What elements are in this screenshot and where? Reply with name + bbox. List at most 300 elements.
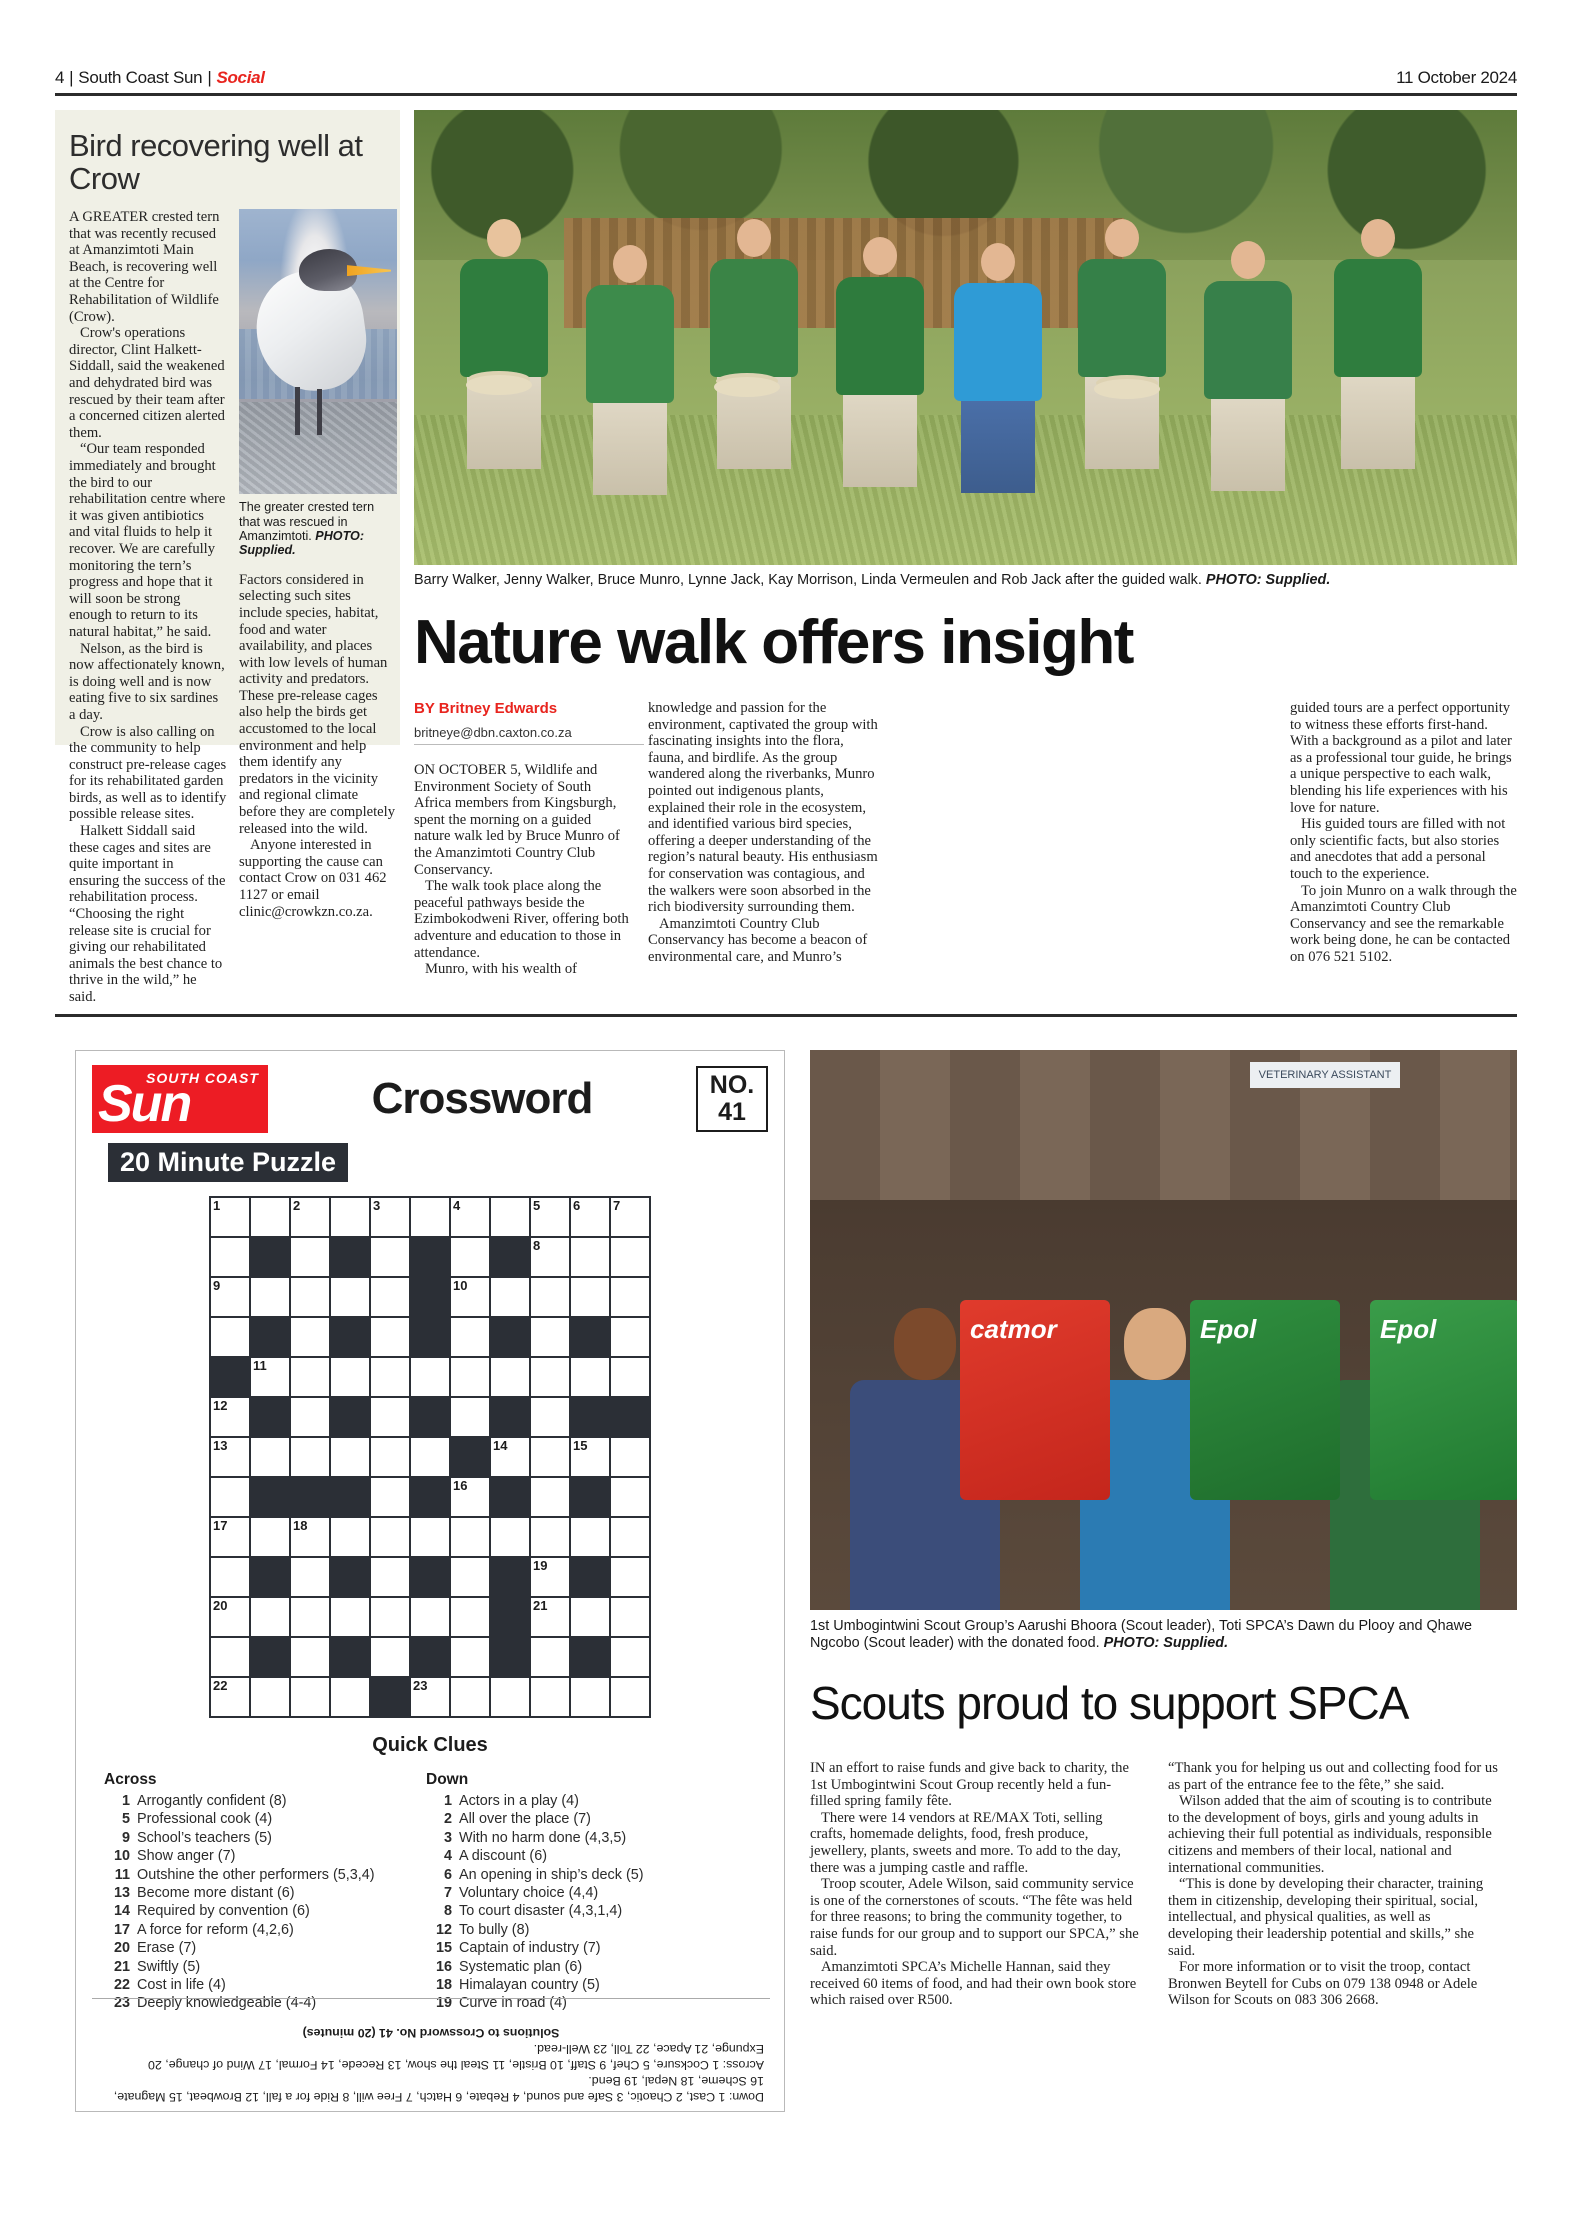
solutions-divider bbox=[92, 1998, 770, 1999]
crossword-cell[interactable] bbox=[291, 1638, 331, 1678]
down-clue[interactable] bbox=[426, 1829, 726, 1847]
crossword-block-cell bbox=[251, 1238, 291, 1278]
crossword-cell-number: 17 bbox=[213, 1518, 228, 1533]
clue-text: Show anger (7) bbox=[137, 1848, 236, 1865]
crossword-block-cell bbox=[211, 1358, 251, 1398]
crossword-grid-wrapper bbox=[76, 1196, 784, 1718]
article-scouts-column-1 bbox=[810, 1760, 1140, 2009]
crossword-cell[interactable] bbox=[531, 1398, 571, 1438]
crossword-number-value: 41 bbox=[718, 1098, 746, 1126]
crossword-cell[interactable] bbox=[451, 1558, 491, 1598]
scouts-photo-caption bbox=[810, 1618, 1517, 1653]
crossword-cell[interactable] bbox=[531, 1318, 571, 1358]
crossword-block-cell bbox=[411, 1238, 451, 1278]
clue-text: A discount (6) bbox=[459, 1848, 547, 1865]
crossword-cell[interactable] bbox=[571, 1278, 611, 1318]
crossword-cell[interactable] bbox=[611, 1438, 651, 1478]
paragraph: IN an effort to raise funds and give back to charity, the 1st Umbogintwini Scout Group recently held a fun-filled spring family fête. bbox=[810, 1760, 1129, 1810]
crossword-cell-number: 19 bbox=[533, 1558, 548, 1573]
crossword-cell[interactable] bbox=[531, 1198, 571, 1238]
bag-label: Epol bbox=[1380, 1314, 1437, 1344]
crossword-block-cell bbox=[331, 1318, 371, 1358]
crossword-cell[interactable] bbox=[251, 1518, 291, 1558]
clue-text: Captain of industry (7) bbox=[459, 1940, 601, 1957]
crossword-block-cell bbox=[251, 1398, 291, 1438]
photo-person bbox=[1200, 241, 1296, 491]
clue-text: Systematic plan (6) bbox=[459, 1958, 583, 1975]
article-nature-column-1 bbox=[414, 762, 630, 978]
crossword-number-label: NO. bbox=[709, 1071, 755, 1099]
article-scouts-headline: Scouts proud to support SPCA bbox=[810, 1677, 1409, 1729]
across-clue[interactable] bbox=[104, 1810, 404, 1828]
clue-number: 3 bbox=[443, 1829, 452, 1846]
crossword-cell[interactable] bbox=[211, 1438, 251, 1478]
crossword-cell[interactable] bbox=[291, 1518, 331, 1558]
crossword-cell-number: 7 bbox=[613, 1198, 621, 1213]
photo-pet-food-bag bbox=[1370, 1300, 1517, 1500]
south-coast-sun-logo bbox=[92, 1065, 268, 1133]
crossword-cell[interactable] bbox=[251, 1198, 291, 1238]
crossword-cell[interactable] bbox=[211, 1398, 251, 1438]
crossword-block-cell bbox=[331, 1558, 371, 1598]
crossword-cell[interactable] bbox=[611, 1198, 651, 1238]
crossword-cell[interactable] bbox=[211, 1318, 251, 1358]
article-nature-column-2 bbox=[648, 700, 878, 966]
across-clue[interactable] bbox=[104, 1884, 404, 1902]
across-clue[interactable] bbox=[104, 1792, 404, 1810]
crossword-cell[interactable] bbox=[251, 1598, 291, 1638]
clue-number: 20 bbox=[113, 1940, 130, 1957]
clue-number: 9 bbox=[121, 1829, 130, 1846]
crossword-cell-number: 11 bbox=[253, 1358, 267, 1373]
article-nature-email: britneye@dbn.caxton.co.za bbox=[414, 725, 644, 745]
clue-text: Voluntary choice (4,4) bbox=[459, 1885, 599, 1902]
crossword-cell[interactable] bbox=[451, 1678, 491, 1718]
crossword-cell[interactable] bbox=[531, 1598, 571, 1638]
section-divider bbox=[55, 1014, 1517, 1017]
crossword-cell[interactable] bbox=[251, 1438, 291, 1478]
clue-text: With no harm done (4,3,5) bbox=[459, 1829, 627, 1846]
crossword-cell[interactable] bbox=[531, 1358, 571, 1398]
paragraph: Troop scouter, Adele Wilson, said community service is one of the cornerstones of scouts. “The fête was held for three reasons; to bring the community together, to raise funds for our group and to support our SPCA,” she said. bbox=[810, 1876, 1139, 1959]
crossword-cell[interactable] bbox=[571, 1518, 611, 1558]
clue-number: 1 bbox=[121, 1793, 130, 1809]
crossword-cell[interactable] bbox=[211, 1598, 251, 1638]
crossword-cell[interactable] bbox=[211, 1278, 251, 1318]
paragraph: Wilson added that the aim of scouting is to contribute to the development of boys, girls and young adults in achieving their full potential as individuals, responsible citizens and members of their local, national and international communities. bbox=[1168, 1793, 1492, 1876]
down-clue[interactable] bbox=[426, 1884, 726, 1902]
crossword-cell[interactable] bbox=[531, 1278, 571, 1318]
paragraph: knowledge and passion for the environment, captivated the group with fascinating insights into the flora, fauna, and birdlife. As the group wandered along the riverbanks, Munro pointed out indigenous plants, explained their role in the ecosystem, and identified various bird species, offering a deeper understanding of the region’s natural beauty. His enthusiasm for conservation was contagious, and the walkers were soon absorbed in the rich biodiversity surrounding them. bbox=[648, 700, 878, 916]
crossword-cell[interactable] bbox=[611, 1238, 651, 1278]
crossword-cell[interactable] bbox=[611, 1358, 651, 1398]
logo-top-text: SOUTH COAST bbox=[146, 1070, 259, 1086]
caption-text: Barry Walker, Jenny Walker, Bruce Munro, Lynne Jack, Kay Morrison, Linda Vermeulen and Rob Jack after the guided walk. bbox=[414, 572, 1202, 588]
photo-sun-hat bbox=[1094, 379, 1160, 399]
clue-text: To court disaster (4,3,1,4) bbox=[459, 1903, 623, 1920]
crossword-cell-number: 13 bbox=[213, 1438, 228, 1453]
caption-text: 1st Umbogintwini Scout Group’s Aarushi Bhoora (Scout leader), Toti SPCA’s Dawn du Plooy and Qhawe Ngcobo (Scout leader) with the donated food. bbox=[810, 1618, 1473, 1652]
across-clue[interactable] bbox=[104, 1976, 404, 1994]
across-heading: Across bbox=[104, 1771, 157, 1788]
crossword-cell[interactable] bbox=[211, 1238, 251, 1278]
scouts-photo bbox=[810, 1050, 1517, 1610]
crossword-cell[interactable] bbox=[571, 1238, 611, 1278]
crossword-cell[interactable] bbox=[571, 1678, 611, 1718]
clue-number: 12 bbox=[435, 1921, 452, 1938]
header-left bbox=[55, 68, 265, 88]
crossword-cell[interactable] bbox=[331, 1518, 371, 1558]
crossword-cell[interactable] bbox=[611, 1558, 651, 1598]
crossword-cell[interactable] bbox=[211, 1198, 251, 1238]
down-clue[interactable] bbox=[426, 1939, 726, 1957]
clue-text: Actors in a play (4) bbox=[459, 1793, 579, 1809]
crossword-cell[interactable] bbox=[531, 1638, 571, 1678]
crossword-block-cell bbox=[451, 1438, 491, 1478]
crossword-block-cell bbox=[331, 1478, 371, 1518]
crossword-cell[interactable] bbox=[571, 1598, 611, 1638]
crossword-cell[interactable] bbox=[251, 1678, 291, 1718]
paragraph: Nelson, as the bird is now affectionately known, is doing well and is now eating five to six sardines a day. bbox=[69, 640, 225, 723]
photo-pet-food-bag bbox=[1190, 1300, 1340, 1500]
across-clue[interactable] bbox=[104, 1921, 404, 1939]
photo-sun-hat bbox=[714, 377, 780, 397]
clue-text: Deeply knowledgeable (4-4) bbox=[137, 1995, 317, 2012]
crossword-block-cell bbox=[331, 1238, 371, 1278]
clue-number: 7 bbox=[443, 1885, 452, 1902]
article-scouts-column-2 bbox=[1168, 1760, 1498, 2009]
crossword-cell-number: 18 bbox=[293, 1518, 308, 1533]
crossword-block-cell bbox=[251, 1318, 291, 1358]
puzzle-time-bar: 20 Minute Puzzle bbox=[108, 1143, 348, 1182]
paragraph: Crow's operations director, Clint Halkett-Siddall, said the weakened and dehydrated bird was rescued by their team after a concerned citizen alerted them. bbox=[69, 325, 225, 441]
crossword-block-cell bbox=[491, 1478, 531, 1518]
crossword-block-cell bbox=[491, 1638, 531, 1678]
crossword-cell[interactable] bbox=[531, 1238, 571, 1278]
crossword-cell[interactable] bbox=[611, 1478, 651, 1518]
crossword-cell-number: 4 bbox=[453, 1198, 461, 1213]
down-clue[interactable] bbox=[426, 1866, 726, 1884]
photo-shelf bbox=[810, 1050, 1517, 1200]
crossword-cell-number: 1 bbox=[213, 1198, 221, 1213]
caption-text: The greater crested tern that was rescued in Amanzimtoti. bbox=[239, 500, 375, 543]
paragraph: Anyone interested in supporting the cause can contact Crow on 031 462 1127 or email clinic@crowkzn.co.za. bbox=[239, 837, 387, 920]
clue-number: 1 bbox=[443, 1793, 452, 1809]
paragraph: Halkett Siddall said these cages and sites are quite important in ensuring the success of the rehabilitation process. “Choosing the right release site is crucial for giving our rehabilitated animals the best chance to thrive in the wild,” he said. bbox=[69, 823, 226, 1005]
clue-text: Swiftly (5) bbox=[137, 1958, 201, 1975]
crossword-block-cell bbox=[571, 1478, 611, 1518]
clue-text: Arrogantly confident (8) bbox=[137, 1793, 287, 1809]
clue-number: 18 bbox=[435, 1977, 452, 1994]
crossword-cell[interactable] bbox=[411, 1438, 451, 1478]
article-nature-headline: Nature walk offers insight bbox=[414, 608, 1133, 677]
paragraph: “This is done by developing their character, training them in citizenship, developing their spiritual, social, intellectual, and physical qualities, as well as developing their leadership potential and skills,” she said. bbox=[1168, 1876, 1484, 1959]
nature-walk-photo bbox=[414, 110, 1517, 565]
crossword-cell-number: 15 bbox=[573, 1438, 588, 1453]
solutions-across: Across: 1 Cocksure, 5 Chef, 9 Staff, 10 Bristle, 11 Steal the show, 13 Recede, 14 Formal, 17 Wind of change, 20 Expunge, 21 Apace, 22 Toll, 23 Well-read. bbox=[148, 2042, 764, 2072]
crossword-block-cell bbox=[491, 1558, 531, 1598]
down-clue[interactable] bbox=[426, 1902, 726, 1920]
clue-text: All over the place (7) bbox=[459, 1811, 591, 1828]
crossword-block-cell bbox=[251, 1638, 291, 1678]
crossword-cell[interactable] bbox=[451, 1398, 491, 1438]
crossword-cell[interactable] bbox=[211, 1638, 251, 1678]
clue-number: 5 bbox=[121, 1811, 130, 1828]
down-clue[interactable] bbox=[426, 1847, 726, 1865]
crossword-cell-number: 3 bbox=[373, 1198, 381, 1213]
crossword-cell[interactable] bbox=[611, 1678, 651, 1718]
photo-person bbox=[456, 219, 552, 469]
crossword-block-cell bbox=[571, 1558, 611, 1598]
clue-number: 2 bbox=[443, 1811, 452, 1828]
crossword-cell[interactable] bbox=[371, 1238, 411, 1278]
crossword-cell[interactable] bbox=[211, 1518, 251, 1558]
clue-number: 14 bbox=[113, 1903, 130, 1920]
across-clue[interactable] bbox=[104, 1939, 404, 1957]
crossword-cell[interactable] bbox=[491, 1358, 531, 1398]
across-clue[interactable] bbox=[104, 1902, 404, 1920]
crossword-cell[interactable] bbox=[491, 1518, 531, 1558]
crossword-cell[interactable] bbox=[371, 1558, 411, 1598]
clue-number: 8 bbox=[443, 1903, 452, 1920]
crossword-cell[interactable] bbox=[451, 1238, 491, 1278]
crossword-block-cell bbox=[491, 1598, 531, 1638]
publication-name: South Coast Sun bbox=[78, 68, 203, 87]
clue-text: A force for reform (4,2,6) bbox=[137, 1921, 294, 1938]
crossword-cell[interactable] bbox=[291, 1238, 331, 1278]
crossword-cell[interactable] bbox=[531, 1478, 571, 1518]
photo-person bbox=[832, 237, 928, 487]
photo-bird-leg-left bbox=[295, 387, 300, 435]
paragraph: Munro, with his wealth of bbox=[425, 961, 578, 978]
crossword-cell-number: 2 bbox=[293, 1198, 301, 1213]
crossword-cell[interactable] bbox=[531, 1518, 571, 1558]
photo-bird-leg-right bbox=[317, 389, 322, 435]
crossword-block-cell bbox=[411, 1318, 451, 1358]
crossword-block-cell bbox=[491, 1238, 531, 1278]
photo-person bbox=[1330, 219, 1426, 469]
crossword-block-cell bbox=[491, 1398, 531, 1438]
crossword-cell[interactable] bbox=[331, 1678, 371, 1718]
nature-walk-photo-caption bbox=[414, 572, 1517, 589]
crossword-cell[interactable] bbox=[451, 1638, 491, 1678]
crossword-cell-number: 21 bbox=[533, 1598, 548, 1613]
crossword-block-cell bbox=[331, 1638, 371, 1678]
clue-number: 22 bbox=[113, 1977, 130, 1994]
crossword-cell[interactable] bbox=[291, 1358, 331, 1398]
crossword-cell[interactable] bbox=[531, 1558, 571, 1598]
down-clue[interactable] bbox=[426, 1810, 726, 1828]
crossword-cell[interactable] bbox=[491, 1438, 531, 1478]
crossword-header bbox=[76, 1051, 784, 1139]
clue-number: 16 bbox=[435, 1958, 452, 1975]
bag-label: catmor bbox=[970, 1314, 1057, 1344]
across-clue[interactable] bbox=[104, 1866, 404, 1884]
article-bird-column-1 bbox=[69, 209, 227, 1006]
crossword-cell-number: 22 bbox=[213, 1678, 228, 1693]
header-separator-1: | bbox=[69, 68, 74, 87]
paragraph: ON OCTOBER 5, Wildlife and Environment Society of South Africa members from Kingsburgh, spent the morning on a guided nature walk led by Bruce Munro of the Amanzimtoti Country Club Conservancy. bbox=[414, 762, 620, 878]
crossword-cell[interactable] bbox=[211, 1558, 251, 1598]
crossword-cell[interactable] bbox=[451, 1598, 491, 1638]
clue-text: Required by convention (6) bbox=[137, 1903, 310, 1920]
quick-clues-heading: Quick Clues bbox=[372, 1734, 488, 1756]
paragraph: Factors considered in selecting such sites include species, habitat, food and water availability, and places with low levels of human activity and predators. These pre-release cages also help the birds get accustomed to the local environment and help them identify any predators in the vicinity and regional climate before they are completely released into the wild. bbox=[239, 571, 395, 837]
crossword-cell[interactable] bbox=[451, 1318, 491, 1358]
article-bird-column-2 bbox=[239, 209, 397, 920]
crossword-cell[interactable] bbox=[331, 1358, 371, 1398]
crossword-block-cell bbox=[571, 1398, 611, 1438]
crossword-cell[interactable] bbox=[371, 1598, 411, 1638]
crossword-cell[interactable] bbox=[291, 1558, 331, 1598]
crossword-cell-number: 20 bbox=[213, 1598, 228, 1613]
down-heading: Down bbox=[426, 1771, 469, 1788]
crossword-cell-number: 23 bbox=[413, 1678, 428, 1693]
article-bird-headline: Bird recovering well at Crow bbox=[69, 128, 363, 196]
crossword-cell[interactable] bbox=[371, 1438, 411, 1478]
crossword-cell[interactable] bbox=[291, 1198, 331, 1238]
crossword-cell[interactable] bbox=[451, 1358, 491, 1398]
paragraph: The walk took place along the peaceful pathways beside the Ezimbokodweni River, offering both adventure and education to those in attendance. bbox=[414, 878, 629, 961]
crossword-cell[interactable] bbox=[291, 1278, 331, 1318]
crossword-cell[interactable] bbox=[611, 1318, 651, 1358]
across-clue[interactable] bbox=[104, 1829, 404, 1847]
down-clue[interactable] bbox=[426, 1976, 726, 1994]
crossword-cell[interactable] bbox=[291, 1438, 331, 1478]
crossword-cell-number: 12 bbox=[213, 1398, 228, 1413]
crossword-cell[interactable] bbox=[371, 1278, 411, 1318]
crossword-cell[interactable] bbox=[331, 1198, 371, 1238]
crossword-cell[interactable] bbox=[291, 1678, 331, 1718]
crossword-cell-number: 16 bbox=[453, 1478, 468, 1493]
crossword-cell[interactable] bbox=[411, 1518, 451, 1558]
clue-number: 19 bbox=[435, 1995, 452, 2012]
paragraph: For more information or to visit the troop, contact Bronwen Beytell for Cubs on 079 138 0948 or Adele Wilson for Scouts on 083 306 2668. bbox=[1168, 1959, 1478, 2009]
bird-photo bbox=[239, 209, 397, 494]
clue-text: Erase (7) bbox=[137, 1940, 197, 1957]
across-clue[interactable] bbox=[104, 1847, 404, 1865]
crossword-cell-number: 9 bbox=[213, 1278, 221, 1293]
crossword-cell[interactable] bbox=[291, 1398, 331, 1438]
crossword-cell[interactable] bbox=[251, 1358, 291, 1398]
crossword-cell[interactable] bbox=[571, 1438, 611, 1478]
crossword-cell[interactable] bbox=[371, 1318, 411, 1358]
crossword-cell[interactable] bbox=[331, 1278, 371, 1318]
paragraph: A GREATER crested tern that was recently recused at Amanzimtoti Main Beach, is recovering well at the Centre for Rehabilitation of Wildlife (Crow). bbox=[69, 209, 220, 325]
crossword-block-cell bbox=[251, 1558, 291, 1598]
crossword-cell[interactable] bbox=[491, 1198, 531, 1238]
crossword-cell[interactable] bbox=[371, 1638, 411, 1678]
bag-label: Epol bbox=[1200, 1314, 1257, 1344]
crossword-cell[interactable] bbox=[451, 1278, 491, 1318]
paragraph: “Thank you for helping us out and collecting food for us as part of the entrance fee to the fête,” she said. bbox=[1168, 1760, 1498, 1793]
crossword-block-cell bbox=[571, 1638, 611, 1678]
paragraph: Amanzimtoti Country Club Conservancy has become a beacon of environmental care, and Munro’s bbox=[648, 915, 868, 965]
paragraph: Amanzimtoti SPCA’s Michelle Hannan, said they received 60 items of food, and had their own book store which raised over R500. bbox=[810, 1959, 1137, 2009]
crossword-cell[interactable] bbox=[211, 1478, 251, 1518]
crossword-cell[interactable] bbox=[611, 1518, 651, 1558]
crossword-grid[interactable] bbox=[209, 1196, 651, 1718]
crossword-cell[interactable] bbox=[451, 1198, 491, 1238]
crossword-cell[interactable] bbox=[531, 1678, 571, 1718]
paragraph: guided tours are a perfect opportunity to witness these efforts first-hand. With a background as a pilot and later as a professional tour guide, he brings a unique perspective to each walk, blending his life experiences with his love for nature. bbox=[1290, 700, 1512, 816]
crossword-block-cell bbox=[331, 1398, 371, 1438]
crossword-cell[interactable] bbox=[451, 1518, 491, 1558]
crossword-block-cell bbox=[291, 1478, 331, 1518]
crossword-cell[interactable] bbox=[611, 1278, 651, 1318]
clues-container bbox=[76, 1757, 784, 2013]
crossword-cell[interactable] bbox=[411, 1198, 451, 1238]
article-bird-column-2-text bbox=[239, 572, 397, 920]
crossword-cell[interactable] bbox=[291, 1598, 331, 1638]
article-nature-column-3 bbox=[1290, 700, 1518, 966]
crossword-cell[interactable] bbox=[371, 1478, 411, 1518]
down-clue[interactable] bbox=[426, 1792, 726, 1810]
section-name: Social bbox=[216, 68, 265, 87]
crossword-cell[interactable] bbox=[251, 1278, 291, 1318]
crossword-number-box bbox=[696, 1066, 768, 1132]
crossword-cell-number: 6 bbox=[573, 1198, 581, 1213]
crossword-cell[interactable] bbox=[371, 1398, 411, 1438]
clue-text: School’s teachers (5) bbox=[137, 1829, 272, 1846]
crossword-cell[interactable] bbox=[571, 1358, 611, 1398]
clue-number: 17 bbox=[113, 1921, 130, 1938]
photo-sign: VETERINARY ASSISTANT bbox=[1250, 1062, 1400, 1088]
article-bird-recovering bbox=[55, 110, 400, 1005]
crossword-cell[interactable] bbox=[411, 1598, 451, 1638]
crossword-cell[interactable] bbox=[331, 1598, 371, 1638]
bird-photo-caption bbox=[239, 500, 397, 558]
crossword-cell[interactable] bbox=[371, 1358, 411, 1398]
crossword-cell[interactable] bbox=[411, 1678, 451, 1718]
crossword-cell[interactable] bbox=[491, 1678, 531, 1718]
crossword-cell[interactable] bbox=[371, 1518, 411, 1558]
clue-number: 6 bbox=[443, 1866, 452, 1883]
crossword-block-cell bbox=[371, 1678, 411, 1718]
crossword-block-cell bbox=[411, 1278, 451, 1318]
crossword-cell[interactable] bbox=[411, 1358, 451, 1398]
clue-text: To bully (8) bbox=[459, 1921, 530, 1938]
crossword-cell[interactable] bbox=[611, 1598, 651, 1638]
crossword-cell[interactable] bbox=[371, 1198, 411, 1238]
clue-number: 11 bbox=[114, 1866, 130, 1883]
issue-date: 11 October 2024 bbox=[1396, 68, 1517, 87]
across-clues-column bbox=[104, 1767, 404, 2013]
crossword-cell[interactable] bbox=[611, 1638, 651, 1678]
crossword-cell[interactable] bbox=[211, 1678, 251, 1718]
crossword-cell[interactable] bbox=[331, 1438, 371, 1478]
solutions-heading: Solutions to Crossword No. 41 (20 minutes) bbox=[302, 2026, 560, 2040]
down-clue[interactable] bbox=[426, 1921, 726, 1939]
header-separator-2: | bbox=[207, 68, 212, 87]
down-clue[interactable] bbox=[426, 1958, 726, 1976]
crossword-cell[interactable] bbox=[531, 1438, 571, 1478]
paragraph: There were 14 vendors at RE/MAX Toti, selling crafts, homemade delights, food, fresh produce, jewellery, plants, sweets and more. To add to the day, there was a jumping castle and raffle. bbox=[810, 1809, 1121, 1876]
photo-credit: PHOTO: Supplied. bbox=[1103, 1635, 1229, 1652]
photo-person bbox=[950, 243, 1046, 493]
crossword-cell[interactable] bbox=[491, 1278, 531, 1318]
clue-number: 13 bbox=[113, 1885, 130, 1902]
crossword-cell[interactable] bbox=[451, 1478, 491, 1518]
crossword-title: Crossword bbox=[371, 1074, 593, 1123]
clue-text: Outshine the other performers (5,3,4) bbox=[137, 1866, 375, 1883]
across-clue[interactable] bbox=[104, 1958, 404, 1976]
crossword-block-cell bbox=[491, 1318, 531, 1358]
crossword-cell[interactable] bbox=[571, 1198, 611, 1238]
crossword-cell[interactable] bbox=[291, 1318, 331, 1358]
article-nature-byline: BY Britney Edwards bbox=[414, 700, 558, 717]
clue-text: Himalayan country (5) bbox=[459, 1977, 600, 1994]
